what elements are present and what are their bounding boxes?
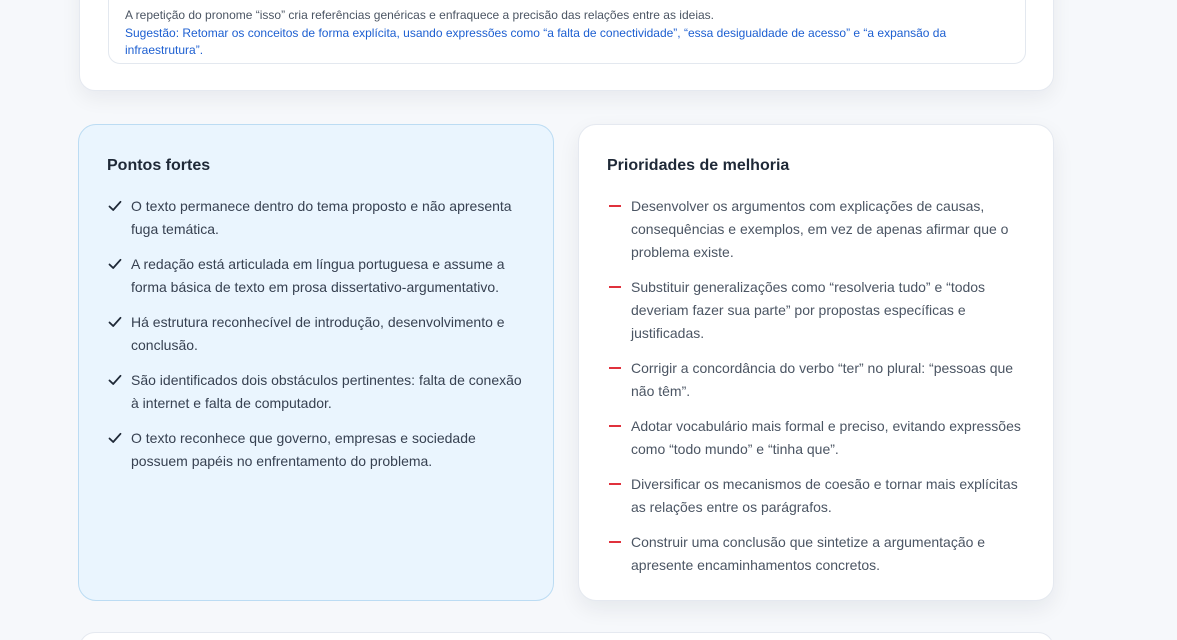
priority-text: Corrigir a concordância do verbo “ter” no plural: “pessoas que não têm”. <box>631 360 1014 399</box>
priority-text: Desenvolver os argumentos com explicações de causas, consequências e exemplos, em vez de apenas afirmar que o problema existe. <box>631 198 1009 260</box>
strengths-card <box>78 124 554 601</box>
dash-icon <box>609 205 621 207</box>
priority-text: Diversificar os mecanismos de coesão e tornar mais explícitas as relações entre os parágrafos. <box>631 476 1018 515</box>
priority-item <box>607 473 1025 519</box>
dash-icon <box>609 483 621 485</box>
dash-icon <box>609 286 621 288</box>
priority-item <box>607 357 1025 403</box>
priorities-card <box>578 124 1054 601</box>
check-icon <box>108 257 122 271</box>
priorities-list <box>607 195 1025 577</box>
check-icon <box>108 315 122 329</box>
priority-item <box>607 531 1025 577</box>
priority-text: Substituir generalizações como “resolveria tudo” e “todos deveriam fazer sua parte” por propostas específicas e justificadas. <box>631 279 986 341</box>
priority-text: Adotar vocabulário mais formal e preciso, evitando expressões como “todo mundo” e “tinha que”. <box>631 418 1021 457</box>
strength-text: São identificados dois obstáculos pertinentes: falta de conexão à internet e falta de computador. <box>131 372 522 411</box>
strength-text: O texto permanece dentro do tema proposto e não apresenta fuga temática. <box>131 198 512 237</box>
strengths-list <box>107 195 525 473</box>
priority-text: Construir uma conclusão que sintetize a argumentação e apresente encaminhamentos concretos. <box>631 534 986 573</box>
priority-item <box>607 415 1025 461</box>
check-icon <box>108 199 122 213</box>
strength-text: Há estrutura reconhecível de introdução, desenvolvimento e conclusão. <box>131 314 505 353</box>
strengths-title: Pontos fortes <box>107 157 211 174</box>
feedback-card <box>79 0 1054 91</box>
strength-text: A redação está articulada em língua portuguesa e assume a forma básica de texto em prosa dissertativo-argumentativo. <box>131 256 505 295</box>
priority-item <box>607 276 1025 345</box>
next-section-card <box>79 632 1054 640</box>
strength-text: O texto reconhece que governo, empresas e sociedade possuem papéis no enfrentamento do problema. <box>131 430 476 469</box>
strength-item <box>107 427 525 473</box>
strength-item <box>107 311 525 357</box>
strength-item <box>107 195 525 241</box>
feedback-suggestion: Sugestão: Retomar os conceitos de forma explícita, usando expressões como “a falta de conectividade”, “essa desigualdade de acesso” e “a expansão da infraestrutura”. <box>125 26 947 57</box>
check-icon <box>108 431 122 445</box>
priority-item <box>607 195 1025 264</box>
dash-icon <box>609 425 621 427</box>
strength-item <box>107 369 525 415</box>
dash-icon <box>609 541 621 543</box>
strength-item <box>107 253 525 299</box>
dash-icon <box>609 367 621 369</box>
priorities-title: Prioridades de melhoria <box>607 157 790 174</box>
check-icon <box>108 373 122 387</box>
feedback-item <box>108 0 1026 64</box>
feedback-text: A repetição do pronome “isso” cria referências genéricas e enfraquece a precisão das relações entre as ideias. <box>125 8 714 22</box>
